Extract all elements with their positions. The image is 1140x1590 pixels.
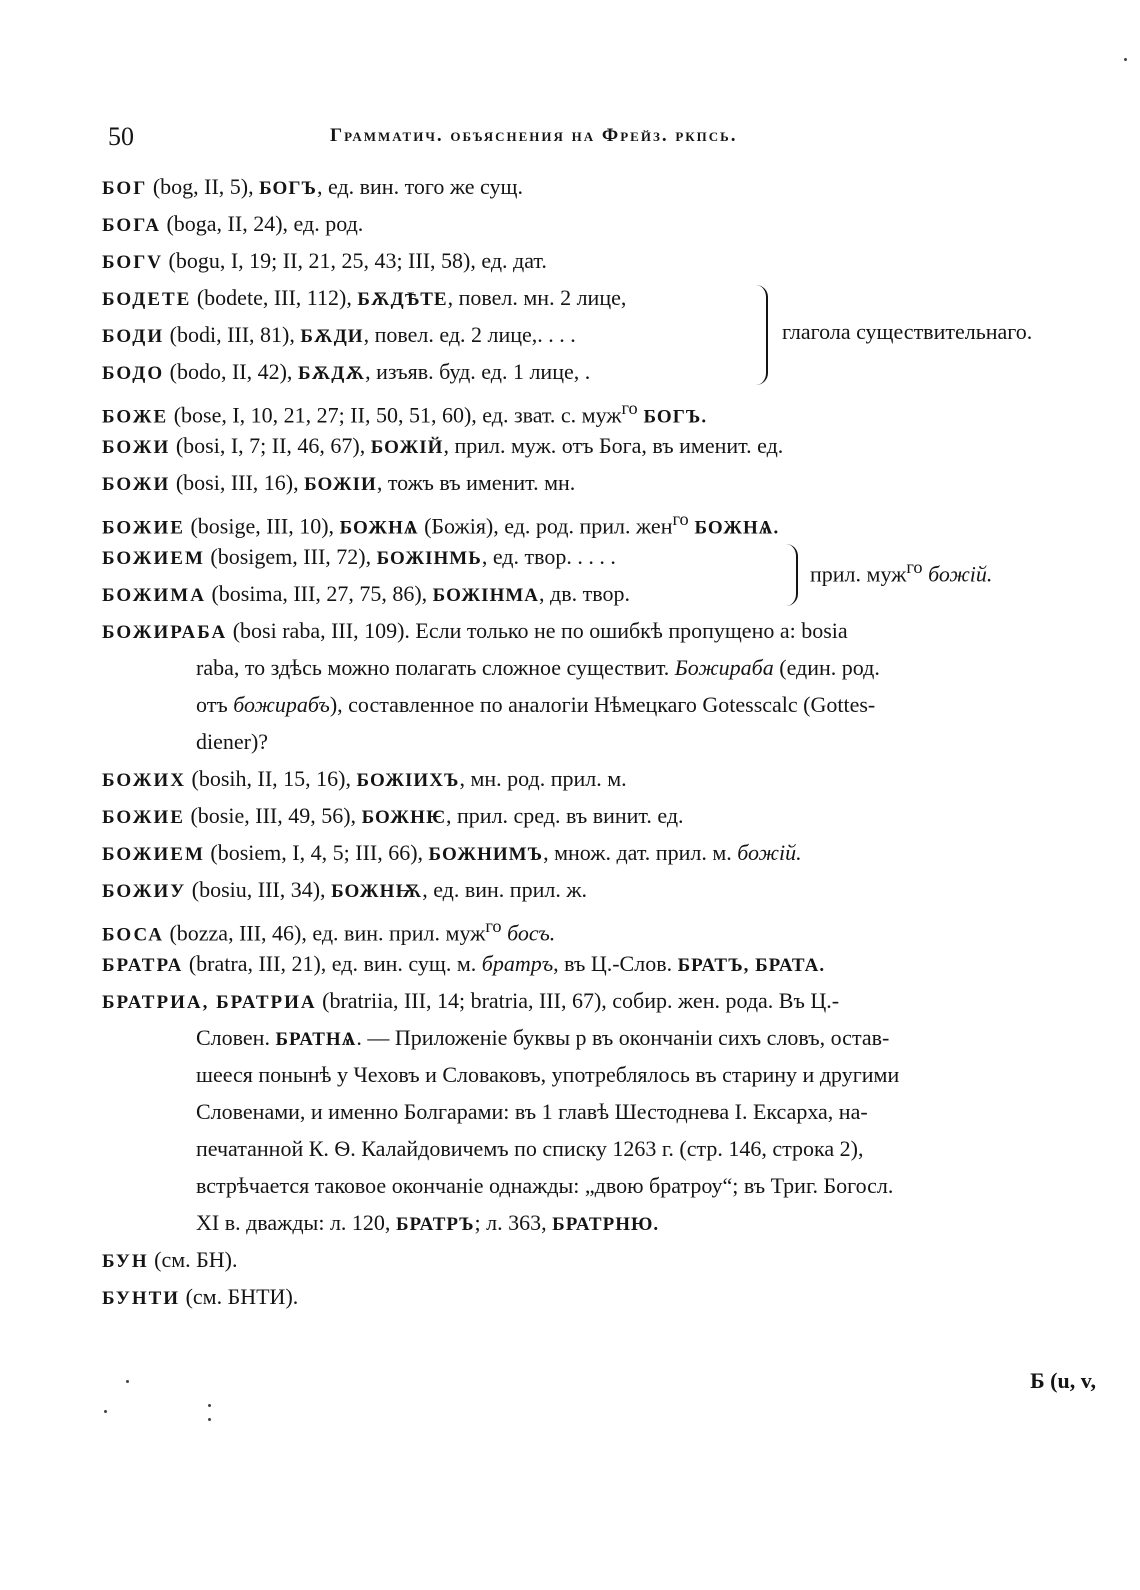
catchword: Б (u, v,	[1030, 1368, 1096, 1393]
dictionary-entries: БОГ (bog, II, 5), БОГЪ, ед. вин. того же сущ. БОГА (boga, II, 24), ед. род. БОГV (bogu, I, 19; II, 21, 25, 43; III, 58), ед. дат. БОДЕТЕ (bodete, III, 112), БѪДѢТЕ, повел. мн. 2 лице, БОДИ (bodi, III, 81), БѪДИ, повел. ед. 2 лице,. . . . БОДО (bodo, II, 42), БѪДѪ, изъяв. буд. ед. 1 лице, . глагола существительнаго. БОЖЕ (bose, I, 10, 21, 27; II, 50, 51, 60), ед. зват. с. муж$^{го}$ БОГЪ. БОЖИ (bosi, I, 7; II, 46, 67), БОЖІЙ, прил. муж. отъ Бога, въ именит. ед. БОЖИ (bosi, III, 16), БОЖІИ, тожъ въ именит. мн. БОЖИЕ (bosige, III, 10), БОЖНѦ (Божія), ед. род. прил. жен$^{го}$ БОЖНѦ. БОЖИЕМ (bosigem, III, 72), БОЖІНМЬ, ед. твор. . . . . БОЖИМА (bosima, III, 27, 75, 86), БОЖІНМА, дв. твор. прил. муж$^{го}$ божій. БОЖИРАБА (bosi raba, III, 109). Если только не по ошибкѣ пропущено а: bosia raba, то здѣсь можно полагать сложное существит. Божираба (един. род. отъ божирабъ), составленное по аналогіи Нѣмецкаго Gotesscalc (Gottes- diener)? БОЖИХ (bosih, II, 15, 16), БОЖІИХЪ, мн. род. прил. м. БОЖИЕ (bosie, III, 49, 56), БОЖНѤ, прил. сред. въ винит. ед. БОЖИЕМ (bosiem, I, 4, 5; III, 66), БОЖНИМЪ, множ. дат. прил. м. божій. БОЖИУ (bosiu, III, 34), БОЖНѬ, ед. вин. прил. ж. БОСА (bozza, III, 46), ед. вин. прил. муж$^{го}$ босъ. БРАТРА (bratra, III, 21), ед. вин. сущ. м. братръ, въ Ц.-Слов. БРАТЪ, БРАТА. БРАТРИА, БРАТРИА (bratriia, III, 14; bratria, III, 67), собир. жен. рода. Въ Ц.- Словен. БРАТНѦ. — Приложеніе буквы р въ окончаніи сихъ словъ, остав- шееся понынѣ у Чеховъ и Словаковъ, употреблялось въ старину и другими Словенами, и именно Болгарами: въ 1 главѣ Шестоднева І. Ексарха, на- печатанной К. Ѳ. Калайдовичемъ по списку 1263 г. (стр. 146, строка 2), встрѣчается таковое окончаніе однажды: „двою братроу“; въ Триг. Богосл. XI в. дважды: л. 120, БРАТРЪ; л. 363, БРАТРНЮ. БУН (см. БН). БУНТИ (см. БНТИ).	[102, 168, 1102, 1315]
page-number: 50	[108, 122, 134, 151]
entry-bozhi-2: БОЖИ (bosi, III, 16), БОЖІИ, тожъ въ именит. мн.	[102, 470, 576, 495]
entry-boga: БОГА (boga, II, 24), ед. род.	[102, 211, 364, 236]
entry-bodo: БОДО (bodo, II, 42), БѪДѪ, изъяв. буд. ед. 1 лице, .	[102, 359, 591, 384]
brace-note: прил. муж$^{го}$ божій.	[810, 557, 993, 587]
entry-bozhiraba: БОЖИРАБА (bosi raba, III, 109). Если только не по ошибкѣ пропущено а: bosia	[102, 618, 848, 643]
running-title: Грамматич. объяснения на Фрейз. ркпсь.	[330, 125, 738, 146]
entry-bunti: БУНТИ (см. БНТИ).	[102, 1284, 299, 1309]
entry-bodi: БОДИ (bodi, III, 81), БѪДИ, повел. ед. 2 лице,. . . .	[102, 322, 576, 347]
entry-bozhih: БОЖИХ (bosih, II, 15, 16), БОЖІИХЪ, мн. род. прил. м.	[102, 766, 627, 791]
print-speck	[208, 1404, 211, 1407]
print-speck	[208, 1418, 211, 1421]
curly-brace	[782, 544, 798, 606]
brace-note: глагола существительнаго.	[782, 319, 1033, 344]
entry-bozhie-neut: БОЖИЕ (bosie, III, 49, 56), БОЖНѤ, прил. сред. въ винит. ед.	[102, 803, 684, 828]
entry-bozhe: БОЖЕ (bose, I, 10, 21, 27; II, 50, 51, 60), ед. зват. с. муж$^{го}$ БОГЪ.	[102, 398, 708, 428]
entry-bozhi-1: БОЖИ (bosi, I, 7; II, 46, 67), БОЖІЙ, прил. муж. отъ Бога, въ именит. ед.	[102, 433, 784, 458]
running-header	[108, 122, 898, 162]
print-speck	[126, 1380, 129, 1383]
entry-bozhiem-dat: БОЖИЕМ (bosiem, I, 4, 5; III, 66), БОЖНИМЪ, множ. дат. прил. м. божій.	[102, 840, 802, 865]
entry-bogu: БОГV (bogu, I, 19; II, 21, 25, 43; III, 58), ед. дат.	[102, 248, 547, 273]
entry-bosa: БОСА (bozza, III, 46), ед. вин. прил. муж$^{го}$ босъ.	[102, 916, 556, 946]
curly-brace	[752, 285, 768, 385]
entry-bozhima: БОЖИМА (bosima, III, 27, 75, 86), БОЖІНМА, дв. твор.	[102, 581, 630, 606]
entry-bratra: БРАТРА (bratra, III, 21), ед. вин. сущ. м. братръ, въ Ц.-Слов. БРАТЪ, БРАТА.	[102, 951, 826, 976]
entry-bozhie-gen: БОЖИЕ (bosige, III, 10), БОЖНѦ (Божія), ед. род. прил. жен$^{го}$ БОЖНѦ.	[102, 509, 780, 539]
entry-bozhiu: БОЖИУ (bosiu, III, 34), БОЖНѬ, ед. вин. прил. ж.	[102, 877, 588, 902]
entry-bratria: БРАТРИА, БРАТРИА (bratriia, III, 14; bratria, III, 67), собир. жен. рода. Въ Ц.-	[102, 988, 840, 1013]
print-speck	[1124, 58, 1127, 61]
entry-bun: БУН (см. БН).	[102, 1247, 238, 1272]
brace-group-verb	[102, 279, 1102, 390]
entry-bodete: БОДЕТЕ (bodete, III, 112), БѪДѢТЕ, повел. мн. 2 лице,	[102, 285, 627, 310]
entry-bog: БОГ (bog, II, 5), БОГЪ, ед. вин. того же сущ.	[102, 174, 523, 199]
print-speck	[104, 1410, 107, 1413]
entry-bozhiem-instr: БОЖИЕМ (bosigem, III, 72), БОЖІНМЬ, ед. твор. . . . .	[102, 544, 616, 569]
brace-group-adjective	[102, 538, 1102, 612]
